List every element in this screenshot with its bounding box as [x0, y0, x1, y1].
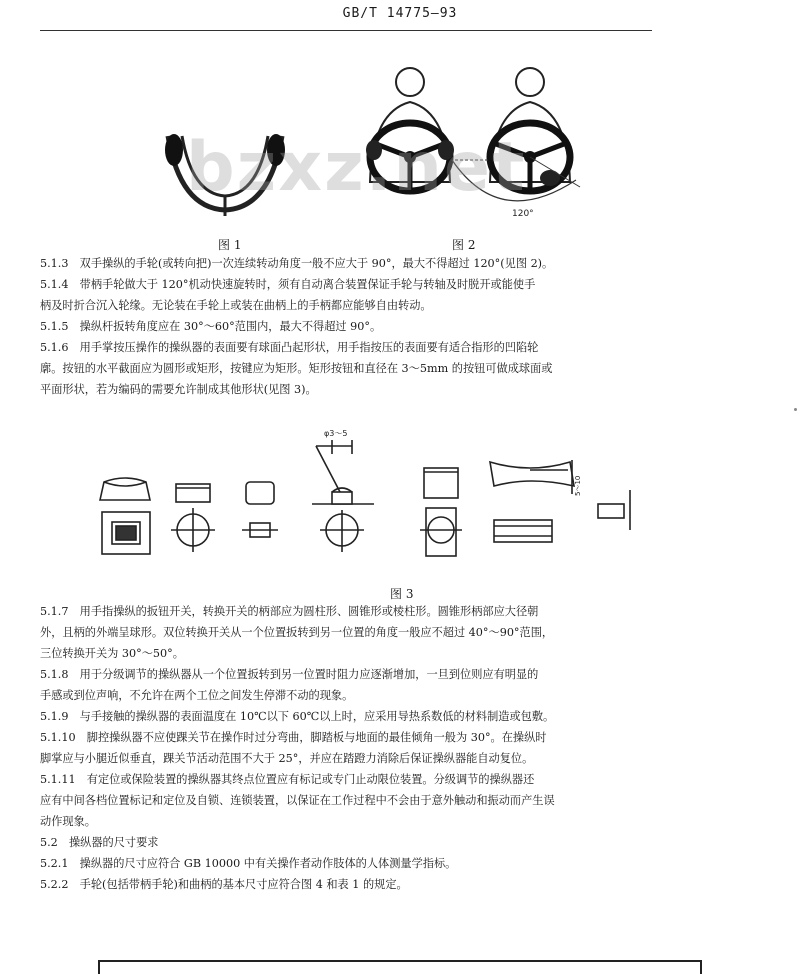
- watermark: bzxz.net: [186, 128, 527, 207]
- figure-3-button-shapes: [90, 420, 650, 570]
- para-5-1-8-line-2: 手感或到位声响，不允许在两个工位之间发生停滞不动的现象。: [40, 689, 354, 702]
- section-5-2-heading: 5.2 操纵器的尺寸要求: [40, 836, 159, 849]
- scan-speck: [794, 408, 797, 411]
- para-5-2-2-line-1: 5.2.2 手轮(包括带柄手轮)和曲柄的基本尺寸应符合图 4 和表 1 的规定。: [40, 878, 408, 891]
- figure-1-caption: 图 1: [218, 238, 242, 252]
- para-5-1-11-line-2: 应有中间各档位置标记和定位及自锁、连锁装置，以保证在工作过程中不会由于意外触动和振动而产生误: [40, 794, 555, 807]
- para-5-1-5-line-1: 5.1.5 操纵杆扳转角度应在 30°～60°范围内，最大不得超过 90°。: [40, 320, 382, 333]
- figure-3-height-label: 5～10: [574, 475, 582, 496]
- header-rule: [40, 30, 652, 31]
- para-5-1-3-line-1: 5.1.3 双手操纵的手轮(或转向把)一次连续转动角度一般不应大于 90°，最大不得超过 120°(见图 2)。: [40, 257, 554, 270]
- para-5-1-10-line-2: 脚掌应与小腿近似垂直，踝关节活动范围不大于 25°，并应在踏蹬力消除后保证操纵器能自动复位。: [40, 752, 534, 765]
- table-frame-top: [98, 960, 702, 974]
- para-5-1-6-line-2: 廓。按钮的水平截面应为圆形或矩形，按键应为矩形。矩形按钮和直径在 3～5mm 的按钮可做成球面或: [40, 362, 553, 375]
- para-5-1-7-line-2: 外，且柄的外端呈球形。双位转换开关从一个位置扳转到另一位置的角度一般应不超过 40°～90°范围，: [40, 626, 554, 639]
- para-5-1-9-line-1: 5.1.9 与手接触的操纵器的表面温度在 10℃以下 60℃以上时，应采用导热系数低的材料制造或包敷。: [40, 710, 555, 723]
- text-block-2: [40, 601, 655, 895]
- para-5-1-6-line-1: 5.1.6 用手掌按压操作的操纵器的表面要有球面凸起形状，用手指按压的表面要有适合指形的凹陷轮: [40, 341, 539, 354]
- text-block-1: [40, 253, 655, 400]
- figure-2-angle-label: 120°: [512, 209, 534, 219]
- para-5-1-11-line-1: 5.1.11 有定位或保险装置的操纵器其终点位置应有标记或专门止动限位装置。分级调节的操纵器还: [40, 773, 535, 786]
- para-5-1-4-line-1: 5.1.4 带柄手轮做大于 120°机动快速旋转时，须有自动离合装置保证手轮与转轴及时脱开或能使手: [40, 278, 536, 291]
- figure-3-diameter-label: φ3～5: [324, 429, 348, 438]
- para-5-1-4-line-2: 柄及时折合沉入轮缘。无论装在手轮上或装在曲柄上的手柄都应能够自由转动。: [40, 299, 432, 312]
- figure-2-caption: 图 2: [452, 238, 476, 252]
- para-5-1-10-line-1: 5.1.10 脚控操纵器不应使踝关节在操作时过分弯曲，脚踏板与地面的最佳倾角一般为 30°。在操纵时: [40, 731, 547, 744]
- para-5-1-7-line-1: 5.1.7 用手指操纵的扳钮开关，转换开关的柄部应为圆柱形、圆锥形或棱柱形。圆锥形柄部应大径朝: [40, 605, 539, 618]
- para-5-2-1-line-1: 5.2.1 操纵器的尺寸应符合 GB 10000 中有关操作者动作肢体的人体测量学指标。: [40, 857, 457, 870]
- page-header: GB/T 14775—93: [342, 6, 458, 21]
- para-5-1-6-line-3: 平面形状，若为编码的需要允许制成其他形状(见图 3)。: [40, 383, 317, 396]
- para-5-1-8-line-1: 5.1.8 用于分级调节的操纵器从一个位置扳转到另一位置时阻力应逐渐增加，一旦到位则应有明显的: [40, 668, 539, 681]
- figure-3-caption: 图 3: [390, 587, 414, 601]
- para-5-1-7-line-3: 三位转换开关为 30°～50°。: [40, 647, 184, 660]
- para-5-1-11-line-3: 动作现象。: [40, 815, 96, 828]
